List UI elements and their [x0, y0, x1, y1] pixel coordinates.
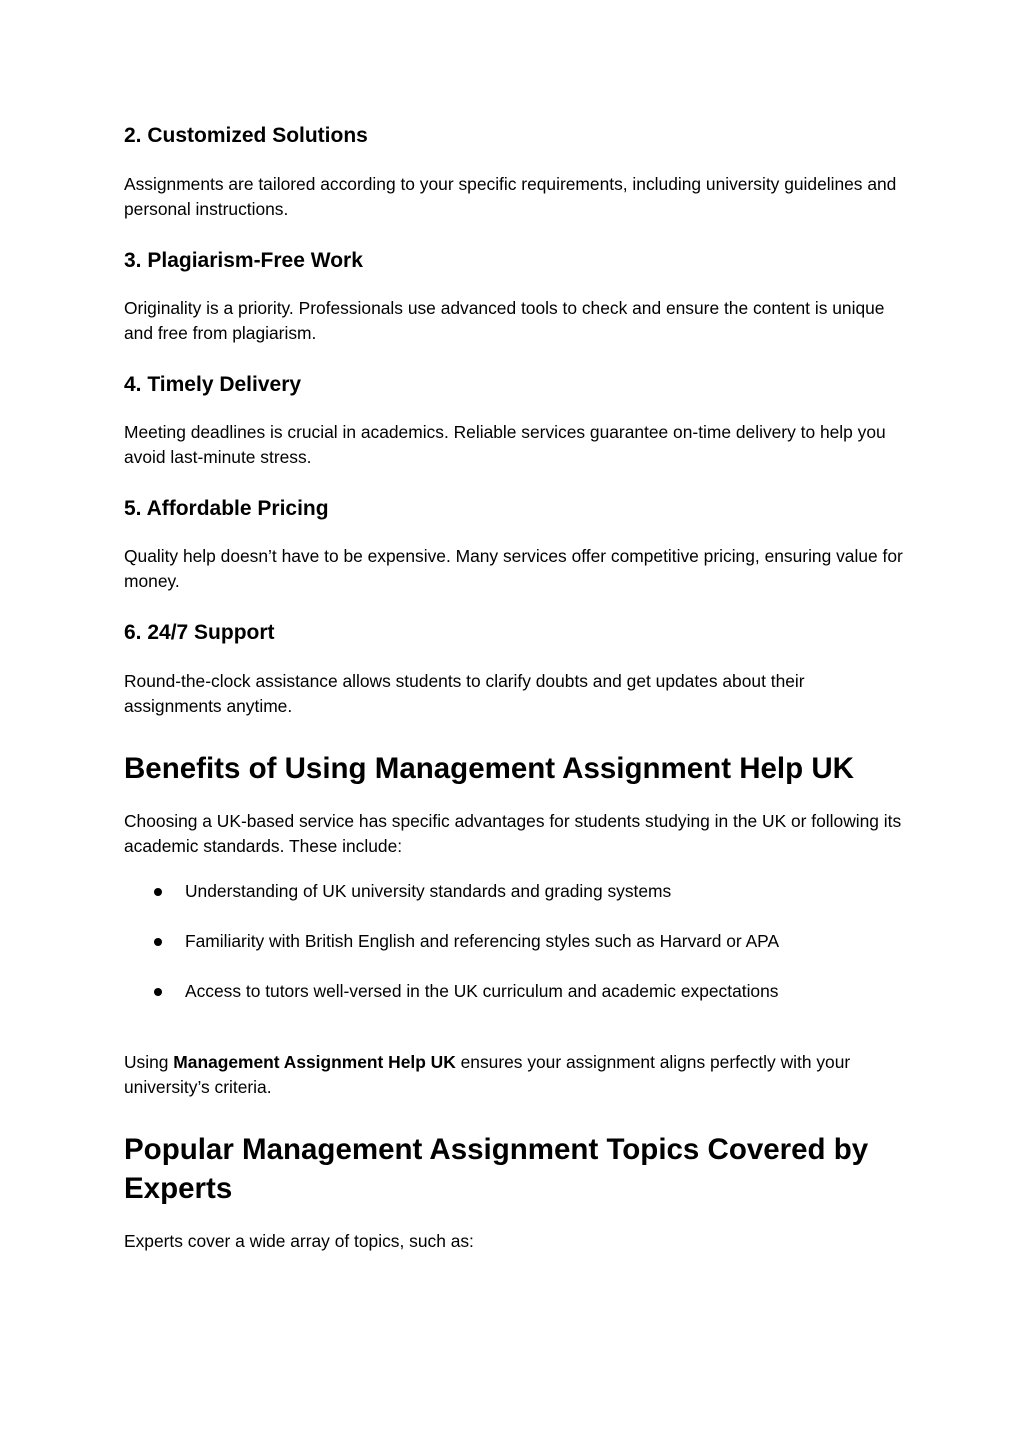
topics-heading: Popular Management Assignment Topics Covered by Experts — [124, 1133, 869, 1205]
list-item-text: Understanding of UK university standards and grading systems — [185, 881, 672, 901]
list-item-text: Familiarity with British English and referencing styles such as Harvard or APA — [185, 931, 780, 951]
section-heading-support: 6. 24/7 Support — [124, 621, 275, 644]
section-heading-timely-delivery: 4. Timely Delivery — [124, 373, 302, 396]
section-heading-affordable-pricing: 5. Affordable Pricing — [124, 497, 329, 520]
section-body-plagiarism-free: Originality is a priority. Professionals use advanced tools to check and ensure the content is unique and free from plagiarism. — [124, 298, 885, 343]
closing-prefix: Using — [124, 1052, 174, 1072]
bullet-icon — [154, 888, 162, 896]
section-heading-customized-solutions: 2. Customized Solutions — [124, 124, 368, 147]
bullet-icon — [154, 988, 162, 996]
benefits-heading: Benefits of Using Management Assignment Help UK — [124, 752, 854, 785]
benefits-closing-paragraph — [124, 1050, 904, 1100]
list-item-text: Access to tutors well-versed in the UK curriculum and academic expectations — [185, 981, 779, 1001]
bullet-icon — [154, 938, 162, 946]
benefits-intro: Choosing a UK-based service has specific advantages for students studying in the UK or following its academic standards. These include: — [124, 811, 902, 856]
closing-emphasis: Management Assignment Help UK — [173, 1052, 456, 1072]
section-heading-plagiarism-free: 3. Plagiarism-Free Work — [124, 249, 363, 272]
closing-suffix: ensures your assignment aligns perfectly with your university’s criteria. — [124, 1052, 851, 1097]
topics-intro: Experts cover a wide array of topics, such as: — [124, 1231, 474, 1251]
section-body-customized-solutions: Assignments are tailored according to your specific requirements, including university guidelines and personal instructions. — [124, 174, 897, 219]
section-body-support: Round-the-clock assistance allows students to clarify doubts and get updates about their assignments anytime. — [124, 671, 805, 716]
section-body-timely-delivery: Meeting deadlines is crucial in academics. Reliable services guarantee on-time delivery to help you avoid last-minute stress. — [124, 422, 886, 467]
section-body-affordable-pricing: Quality help doesn’t have to be expensive. Many services offer competitive pricing, ensuring value for money. — [124, 546, 903, 591]
